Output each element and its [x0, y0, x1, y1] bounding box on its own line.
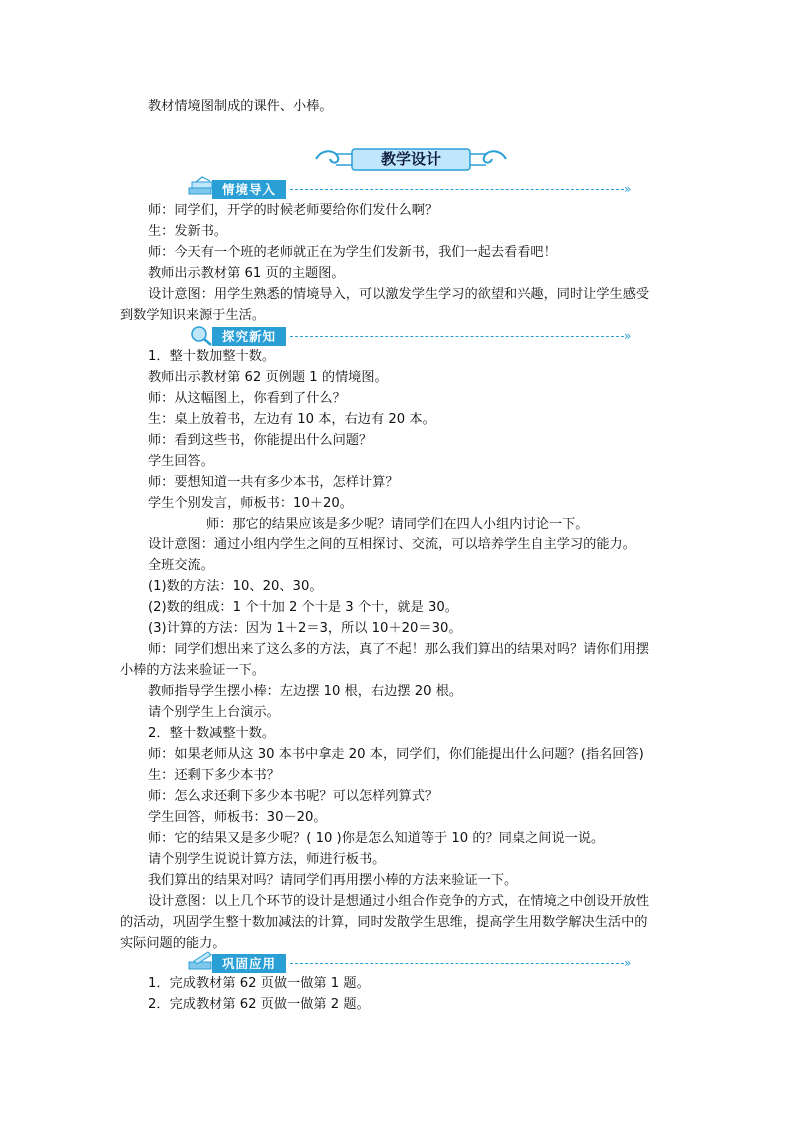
text-line: 请个别学生说说计算方法，师进行板书。 [148, 852, 386, 867]
text-line: 师：那它的结果应该是多少呢？请同学们在四人小组内讨论一下。 [206, 517, 589, 532]
dashed-divider [290, 189, 624, 190]
text-line: 生：发新书。 [148, 224, 228, 239]
banner-title: 教学设计 [380, 150, 441, 168]
text-line: 教师出示教材第 61 页的主题图。 [148, 266, 345, 281]
text-line: 1．整十数加整十数。 [148, 349, 276, 364]
text-line: 到数学知识来源于生活。 [120, 308, 266, 323]
dashed-divider [290, 336, 624, 337]
text-line: 我们算出的结果对吗？请同学们再用摆小棒的方法来验证一下。 [148, 873, 518, 888]
section-banner [312, 143, 510, 175]
text-line: 师：怎么求还剩下多少本书呢？可以怎样列算式？ [148, 789, 439, 804]
section-header-2 [186, 327, 638, 349]
text-line: 生：桌上放着书，左边有 10 本，右边有 20 本。 [148, 412, 436, 427]
text-line: 教师指导学生摆小棒：左边摆 10 根，右边摆 20 根。 [148, 684, 463, 699]
text-line: 学生回答，师板书：30－20。 [148, 810, 327, 825]
text-line: 2．整十数减整十数。 [148, 726, 276, 741]
section-title: 巩固应用 [212, 954, 286, 973]
intro-text: 教材情境图制成的课件、小棒。 [148, 99, 333, 114]
text-line: 设计意图：以上几个环节的设计是想通过小组合作竞争的方式，在情境之中创设开放性 [148, 894, 650, 909]
double-chevron-icon: » [624, 956, 632, 970]
text-line: 请个别学生上台演示。 [148, 705, 280, 720]
text-line: (1)数的方法：10、20、30。 [148, 579, 323, 594]
section-title: 情境导入 [212, 180, 286, 199]
section-title: 探究新知 [212, 327, 286, 346]
text-line: 生：还剩下多少本书？ [148, 768, 280, 783]
text-line: 教师出示教材第 62 页例题 1 的情境图。 [148, 370, 388, 385]
text-line: 师：如果老师从这 30 本书中拿走 20 本，同学们，你们能提出什么问题？(指名回答) [148, 747, 644, 762]
section-header-3 [186, 954, 638, 976]
text-line: 设计意图：通过小组内学生之间的互相探讨、交流，可以培养学生自主学习的能力。 [148, 537, 636, 552]
text-line: 1．完成教材第 62 页做一做第 1 题。 [148, 976, 370, 991]
text-line: 实际问题的能力。 [120, 936, 226, 951]
double-chevron-icon: » [624, 329, 632, 343]
text-line: 师：看到这些书，你能提出什么问题？ [148, 433, 373, 448]
text-line: 师：同学们想出来了这么多的方法，真了不起！那么我们算出的结果对吗？请你们用摆 [148, 642, 650, 657]
text-line: 师：要想知道一共有多少本书，怎样计算？ [148, 475, 399, 490]
double-chevron-icon: » [624, 182, 632, 196]
section-header-1 [186, 180, 638, 202]
text-line: 师：今天有一个班的老师就正在为学生们发新书，我们一起去看看吧！ [148, 245, 557, 260]
dashed-divider [290, 963, 624, 964]
text-line: 学生个别发言，师板书：10＋20。 [148, 496, 353, 511]
text-line: 师：同学们，开学的时候老师要给你们发什么啊？ [148, 203, 439, 218]
text-line: 小棒的方法来验证一下。 [120, 663, 266, 678]
text-line: 2．完成教材第 62 页做一做第 2 题。 [148, 997, 370, 1012]
text-line: 学生回答。 [148, 454, 214, 469]
text-line: 设计意图：用学生熟悉的情境导入，可以激发学生学习的欲望和兴趣，同时让学生感受 [148, 287, 650, 302]
text-line: (3)计算的方法：因为 1＋2＝3，所以 10＋20＝30。 [148, 621, 462, 636]
text-line: (2)数的组成：1 个十加 2 个十是 3 个十，就是 30。 [148, 600, 458, 615]
text-line: 师：它的结果又是多少呢？( 10 )你是怎么知道等于 10 的？同桌之间说一说。 [148, 831, 605, 846]
text-line: 的活动，巩固学生整十数加减法的计算，同时发散学生思维，提高学生用数学解决生活中的 [120, 915, 648, 930]
text-line: 全班交流。 [148, 558, 214, 573]
text-line: 师：从这幅图上，你看到了什么？ [148, 391, 346, 406]
